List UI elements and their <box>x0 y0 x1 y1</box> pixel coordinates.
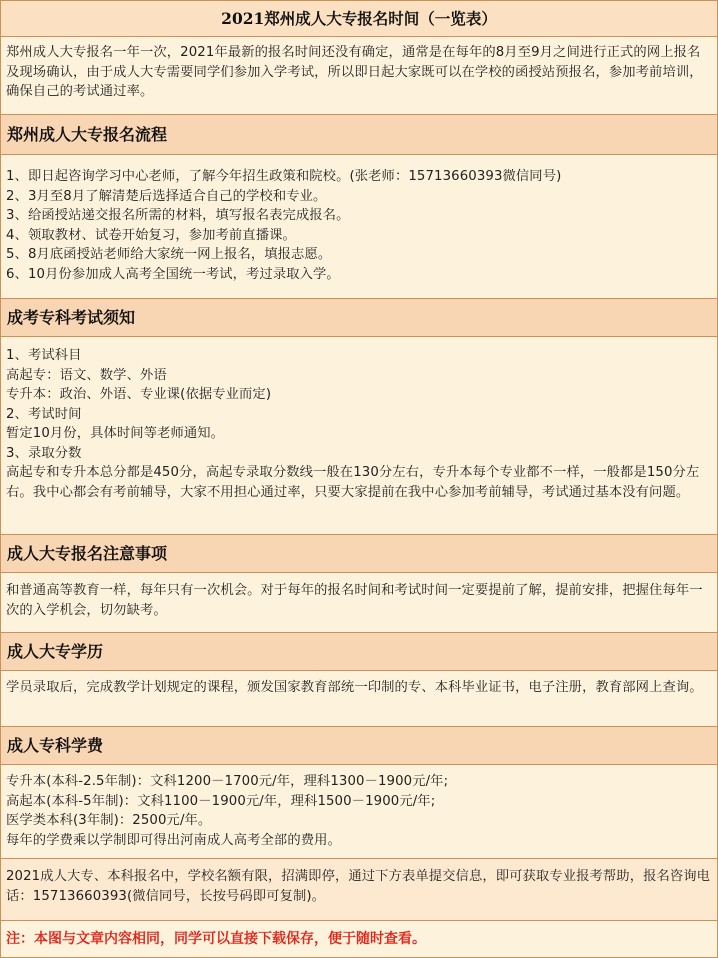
list-item: 医学类本科(3年制)：2500元/年。 <box>6 813 212 828</box>
section-heading-process: 郑州成人大专报名流程 <box>1 115 717 155</box>
list-item: 暂定10月份，具体时间等老师通知。 <box>6 426 225 441</box>
section-heading-degree: 成人大专学历 <box>1 633 717 671</box>
list-item: 2、考试时间 <box>6 406 82 422</box>
list-item: 每年的学费乘以学制即可得出河南成人高考全部的费用。 <box>6 832 341 848</box>
list-item: 和普通高等教育一样，每年只有一次机会。对于每年的报名时间和考试时间一定要提前了解，提前安排，把握住每年一次的入学机会，切勿缺考。 <box>6 583 703 618</box>
list-item: 高起专和专升本总分都是450分，高起专录取分数线一般在130分左右，专升本每个专业都不一样，一般都是150分左右。我中心都会有考前辅导，大家不用担心通过率，只要大家提前在我中心参加考前辅导，考试通过基本没有问题。 <box>6 465 700 500</box>
closing-cell <box>1 859 717 921</box>
list-item: 3、录取分数 <box>6 445 82 461</box>
list-item: 专升本(本科-2.5年制)：文科1200－1700元/年，理科1300－1900元/年; <box>6 774 449 789</box>
exam-info <box>1 337 717 535</box>
page-title: 2021郑州成人大专报名时间（一览表） <box>1 1 717 37</box>
list-item: 学员录取后，完成教学计划规定的课程，颁发国家教育部统一印制的专、本科毕业证书，电子注册，教育部网上查询。 <box>6 680 703 695</box>
footer-note: 注：本图与文章内容相同，同学可以直接下载保存，便于随时查看。 <box>1 921 717 957</box>
notice-info <box>1 573 717 633</box>
list-item: 5、8月底函授站老师给大家统一网上报名，填报志愿。 <box>6 247 332 262</box>
list-item: 2、3月至8月了解清楚后选择适合自己的学校和专业。 <box>6 188 327 204</box>
list-item: 6、10月份参加成人高考全国统一考试，考过录取入学。 <box>6 266 340 282</box>
section-heading-exam: 成考专科考试须知 <box>1 299 717 337</box>
intro-text: 郑州成人大专报名一年一次，2021年最新的报名时间还没有确定，通常是在每年的8月至9月之间进行正式的网上报名及现场确认，由于成人大专需要同学们参加入学考试，所以即日起大家既可以在学校的函授站预报名，参加考前培训，确保自己的考试通过率。 <box>6 45 703 99</box>
degree-info <box>1 671 717 727</box>
list-item: 1、即日起咨询学习中心老师，了解今年招生政策和院校。(张老师：15713660393微信同号) <box>6 169 562 184</box>
list-item: 高起本(本科-5年制)：文科1100－1900元/年，理科1500－1900元/年; <box>6 793 436 809</box>
process-steps <box>1 155 717 299</box>
list-item: 1、考试科目 <box>6 348 82 363</box>
section-heading-tuition: 成人专科学费 <box>1 727 717 765</box>
list-item: 高起专：语文、数学、外语 <box>6 367 167 383</box>
list-item: 3、给函授站递交报名所需的材料，填写报名表完成报名。 <box>6 208 350 223</box>
list-item: 专升本：政治、外语、专业课(依据专业而定) <box>6 387 272 402</box>
list-item: 4、领取教材、试卷开始复习，参加考前直播课。 <box>6 227 296 243</box>
closing-text: 2021成人大专、本科报名中，学校名额有限，招满即停，通过下方表单提交信息，即可获取专业报考帮助，报名咨询电话：15713660393(微信同号，长按号码即可复制)。 <box>6 869 711 904</box>
tuition-info <box>1 765 717 859</box>
intro-cell <box>1 37 717 115</box>
section-heading-notice: 成人大专报名注意事项 <box>1 535 717 573</box>
